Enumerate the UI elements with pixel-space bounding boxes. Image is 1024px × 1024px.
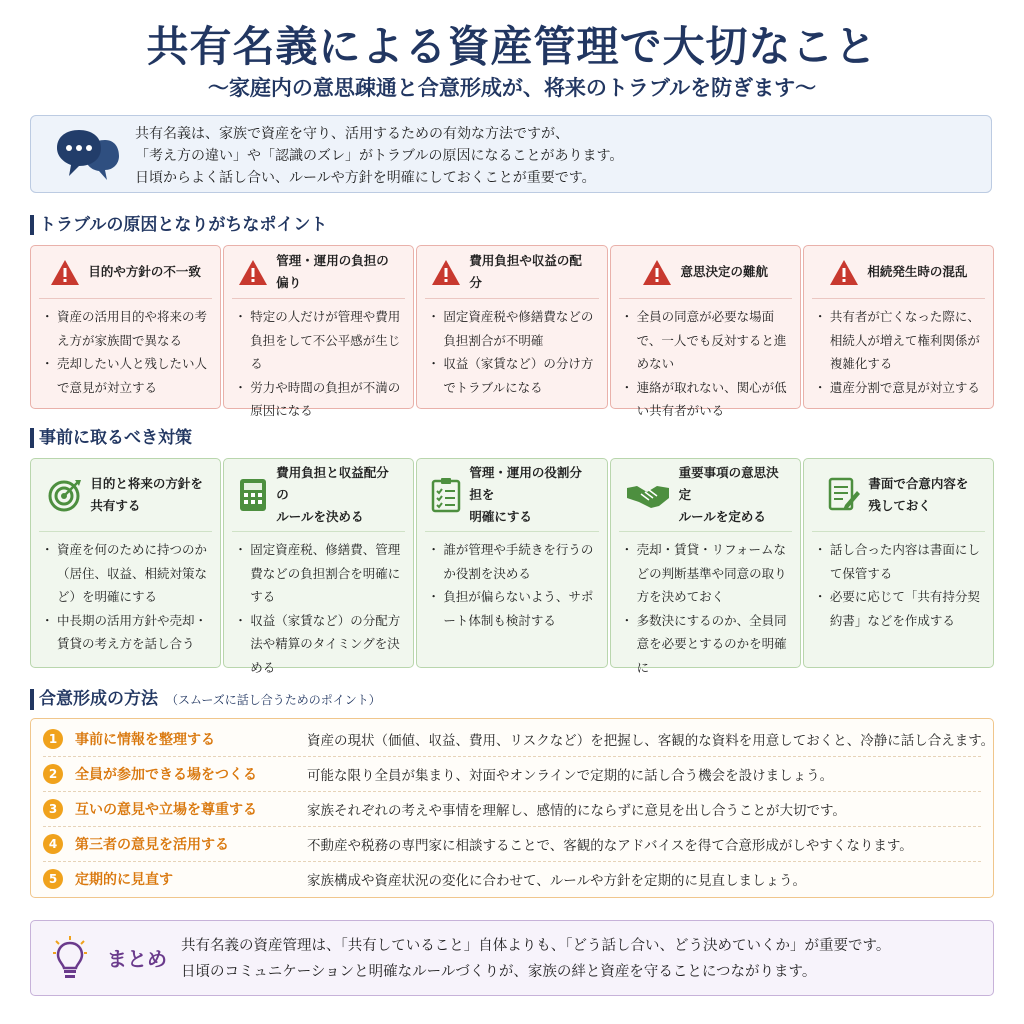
problem-item: ・ 労力や時間の負担が不満の原因になる [238, 376, 405, 423]
measure-card [803, 458, 994, 668]
intro-line: 「考え方の違い」や「認識のズレ」がトラブルの原因になることがあります。 [135, 148, 624, 164]
warning-icon [50, 259, 80, 286]
measure-title-line: ルールを決める [276, 509, 364, 524]
calculator-icon [238, 477, 268, 513]
measure-item: ・ 負担が偏らないよう、サポート体制も検討する [431, 585, 598, 632]
consensus-desc: 不動産や税務の専門家に相談することで、客観的なアドバイスを得て合意形成がしやすくなります。 [307, 837, 913, 854]
consensus-desc: 家族構成や資産状況の変化に合わせて、ルールや方針を定期的に見直しましょう。 [307, 872, 806, 889]
measure-item: ・ 必要に応じて「共有持分契約書」などを作成する [818, 585, 985, 632]
lightbulb-icon [53, 935, 87, 981]
measure-title [868, 473, 968, 517]
consensus-desc: 可能な限り全員が集まり、対面やオンラインで定期的に話し合う機会を設けましょう。 [307, 767, 834, 784]
measure-card [416, 458, 607, 668]
warning-icon [829, 259, 859, 286]
problem-item: ・ 遺産分割で意見が対立する [818, 376, 985, 400]
consensus-item [31, 826, 993, 861]
consensus-label: 全員が参加できる場をつくる [75, 766, 257, 783]
page-title: 共有名義による資産管理で大切なこと [146, 22, 878, 71]
measure-title-line: 費用負担と収益配分の [276, 465, 389, 502]
problem-card [223, 245, 414, 418]
summary-line: 日頃のコミュニケーションと明確なルールづくりが、家族の絆と資産を守ることにつながります。 [181, 964, 817, 980]
problem-item: ・ 連絡が取れない、関心が低い共有者がいる [625, 376, 792, 423]
consensus-label: 事前に情報を整理する [75, 731, 215, 748]
problem-item: ・ 全員の同意が必要な場面で、一人でも反対すると進めない [625, 305, 792, 376]
document-pen-icon [828, 477, 860, 513]
measure-item: ・ 資産を何のために持つのか（居住、収益、相続対策など）を明確にする [45, 538, 212, 609]
chat-bubbles-icon [55, 126, 121, 186]
problem-item: ・ 収益（家賃など）の分け方でトラブルになる [431, 352, 598, 399]
measure-item: ・ 固定資産税、修繕費、管理費などの負担割合を明確にする [238, 538, 405, 609]
measure-title [469, 462, 592, 528]
handshake-icon [625, 480, 671, 510]
problems-row [30, 245, 994, 418]
measure-title-line: 書面で合意内容を [868, 476, 969, 491]
summary-text [181, 933, 890, 985]
summary-line: 共有名義の資産管理は、「共有していること」自体よりも、「どう話し合い、どう決めていくか」が重要です。 [181, 938, 891, 954]
measure-title-line: 共有する [90, 498, 141, 513]
measure-item: ・ 収益（家賃など）の分配方法や精算のタイミングを決める [238, 609, 405, 680]
consensus-item [31, 861, 993, 896]
measure-item: ・ 話し合った内容は書面にして保管する [818, 538, 985, 585]
problem-item: ・ 固定資産税や修繕費などの負担割合が不明確 [431, 305, 598, 352]
step-number-badge: 5 [43, 869, 63, 889]
problems-heading: トラブルの原因となりがちなポイント [30, 215, 327, 235]
checklist-icon [431, 477, 461, 513]
measure-title [90, 473, 203, 517]
consensus-item [31, 756, 993, 791]
consensus-heading-note: （スムーズに話し合うためのポイント） [166, 693, 381, 707]
consensus-item [31, 791, 993, 826]
consensus-heading [30, 689, 381, 710]
step-number-badge: 4 [43, 834, 63, 854]
intro-box [30, 115, 992, 193]
intro-text [135, 123, 623, 189]
summary-label: まとめ [107, 947, 167, 971]
problem-title: 費用負担や収益の配分 [469, 253, 582, 290]
measure-item: ・ 誰が管理や手続きを行うのか役割を決める [431, 538, 598, 585]
intro-line: 日頃からよく話し合い、ルールや方針を明確にしておくことが重要です。 [135, 170, 596, 186]
measure-title [679, 462, 786, 528]
warning-icon [642, 259, 672, 286]
problem-title: 相続発生時の混乱 [867, 264, 968, 279]
consensus-heading-text: 合意形成の方法 [39, 689, 158, 709]
measure-title-line: 目的と将来の方針を [90, 476, 203, 491]
step-number-badge: 3 [43, 799, 63, 819]
summary-box [30, 920, 994, 996]
measure-card [223, 458, 414, 675]
problem-title: 目的や方針の不一致 [88, 264, 201, 279]
problem-title: 管理・運用の負担の偏り [276, 253, 389, 290]
problem-card [610, 245, 801, 418]
measure-title-line: 管理・運用の役割分担を [469, 465, 582, 502]
step-number-badge: 1 [43, 729, 63, 749]
consensus-item [31, 721, 993, 756]
measure-title-line: 明確にする [469, 509, 532, 524]
problem-title: 意思決定の難航 [680, 264, 768, 279]
measure-card [30, 458, 221, 668]
consensus-desc: 資産の現状（価値、収益、費用、リスクなど）を把握し、客観的な資料を用意しておくと、冷静に話し合えます。 [307, 732, 995, 749]
measures-heading: 事前に取るべき対策 [30, 428, 192, 448]
problem-item: ・ 売却したい人と残したい人で意見が対立する [45, 352, 212, 399]
measure-title-line: 重要事項の意思決定 [678, 465, 779, 502]
intro-line: 共有名義は、家族で資産を守り、活用するための有効な方法ですが、 [135, 126, 569, 142]
page-subtitle: 〜家庭内の意思疎通と合意形成が、将来のトラブルを防ぎます〜 [207, 76, 817, 100]
consensus-label: 互いの意見や立場を尊重する [75, 801, 257, 818]
measure-title [276, 462, 399, 528]
target-icon [48, 478, 82, 512]
warning-icon [238, 259, 268, 286]
consensus-label: 第三者の意見を活用する [75, 836, 229, 853]
problem-item: ・ 特定の人だけが管理や費用負担をして不公平感が生じる [238, 305, 405, 376]
problem-card [803, 245, 994, 409]
measure-title-line: ルールを定める [678, 509, 766, 524]
consensus-label: 定期的に見直す [75, 871, 173, 888]
measure-item: ・ 中長期の活用方針や売却・賃貸の考え方を話し合う [45, 609, 212, 656]
measure-item: ・ 売却・賃貸・リフォームなどの判断基準や同意の取り方を決めておく [625, 538, 792, 609]
consensus-desc: 家族それぞれの考えや事情を理解し、感情的にならずに意見を出し合うことが大切です。 [307, 802, 846, 819]
consensus-box [30, 718, 994, 898]
measure-title-line: 残しておく [868, 498, 931, 513]
measure-card [610, 458, 801, 675]
step-number-badge: 2 [43, 764, 63, 784]
problem-card [416, 245, 607, 409]
problem-item: ・ 共有者が亡くなった際に、相続人が増えて権利関係が複雑化する [818, 305, 985, 376]
measure-item: ・ 多数決にするのか、全員同意を必要とするのかを明確に [625, 609, 792, 680]
problem-item: ・ 資産の活用目的や将来の考え方が家族間で異なる [45, 305, 212, 352]
problem-card [30, 245, 221, 409]
measures-row [30, 458, 994, 675]
warning-icon [431, 259, 461, 286]
